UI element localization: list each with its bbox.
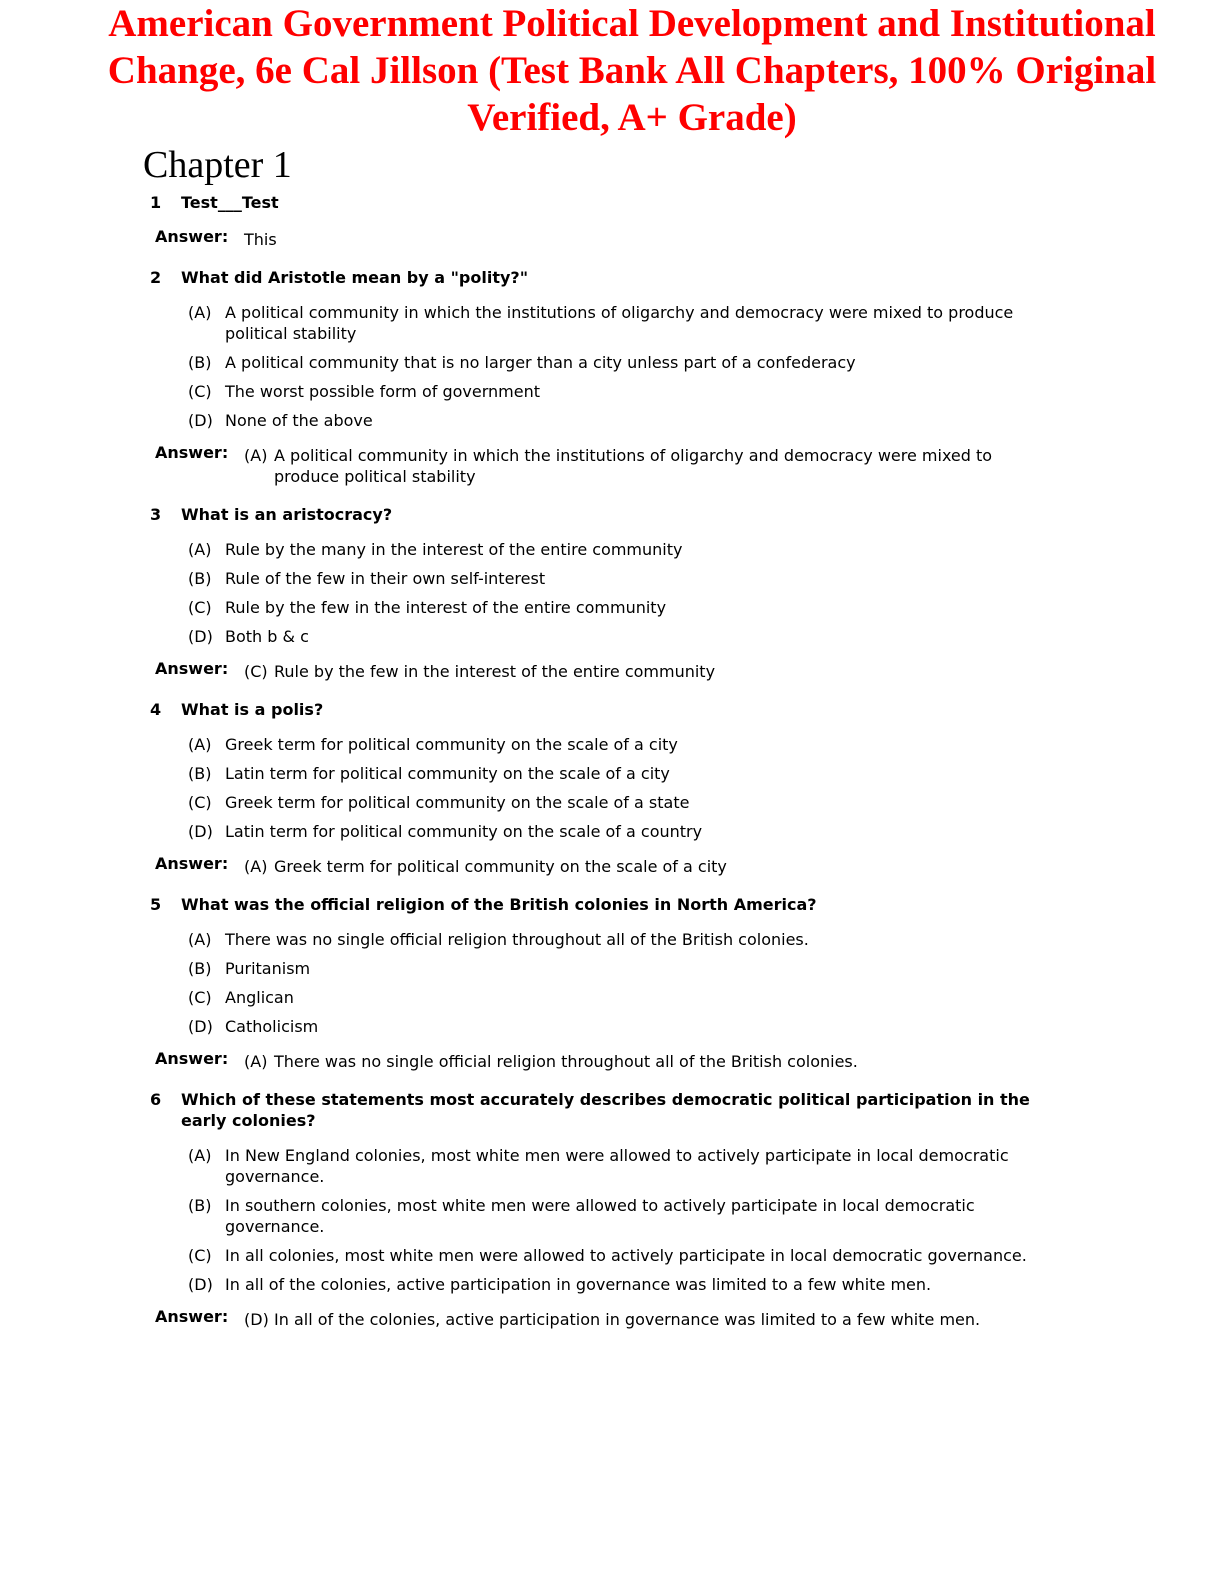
answer-label: Answer:	[155, 1307, 229, 1326]
question-number: 5	[150, 895, 162, 914]
document-title: American Government Political Development and Institutional Change, 6e Cal Jillson (Test Bank All Chapters, 100% Original Verified, A+ Grade)	[107, 2, 1157, 139]
option-c	[188, 987, 1068, 1008]
option-letter: (C)	[188, 382, 212, 401]
question-6	[0, 1089, 1224, 1330]
option-d	[188, 1274, 1068, 1295]
option-text: Puritanism	[225, 959, 311, 978]
answer-line	[155, 1051, 1055, 1072]
question-number: 1	[150, 193, 162, 212]
option-text: Catholicism	[225, 1017, 319, 1036]
question-text: What is a polis?	[181, 700, 324, 719]
option-letter: (A)	[188, 930, 212, 949]
answer-text: There was no single official religion throughout all of the British colonies.	[274, 1052, 858, 1071]
question-number: 2	[150, 268, 162, 287]
option-a	[188, 734, 1068, 755]
question-list	[0, 192, 1224, 1330]
option-letter: (D)	[188, 1017, 213, 1036]
answer-letter: (C)	[244, 662, 268, 681]
question-text: Which of these statements most accurately describes democratic political participation in the early colonies?	[181, 1090, 1030, 1130]
option-letter: (A)	[188, 1146, 212, 1165]
option-d	[188, 626, 1068, 647]
option-letter: (D)	[188, 822, 213, 841]
option-d	[188, 1016, 1068, 1037]
answer-label: Answer:	[155, 659, 229, 678]
option-b	[188, 352, 1068, 373]
option-letter: (B)	[188, 1196, 212, 1215]
option-letter: (B)	[188, 959, 212, 978]
option-letter: (D)	[188, 411, 213, 430]
option-letter: (A)	[188, 540, 212, 559]
option-letter: (B)	[188, 569, 212, 588]
answer-letter: (A)	[244, 857, 268, 876]
option-a	[188, 302, 1068, 344]
question-text: Test___Test	[181, 193, 279, 212]
chapter-heading: Chapter 1	[143, 144, 292, 186]
answer-label: Answer:	[155, 443, 229, 462]
question-number: 6	[150, 1090, 162, 1109]
option-letter: (B)	[188, 353, 212, 372]
option-letter: (C)	[188, 793, 212, 812]
option-letter: (C)	[188, 598, 212, 617]
option-letter: (A)	[188, 303, 212, 322]
answer-line	[155, 661, 1055, 682]
option-text: In all of the colonies, active participation in governance was limited to a few white men.	[225, 1275, 932, 1294]
answer-line	[155, 1309, 1055, 1330]
option-a	[188, 539, 1068, 560]
answer-label: Answer:	[155, 1049, 229, 1068]
answer-label: Answer:	[155, 854, 229, 873]
option-b	[188, 1195, 1068, 1237]
option-c	[188, 381, 1068, 402]
option-text: Greek term for political community on the scale of a city	[225, 735, 678, 754]
option-text: Rule by the few in the interest of the entire community	[225, 598, 667, 617]
option-letter: (A)	[188, 735, 212, 754]
question-2	[0, 267, 1224, 487]
option-text: Rule of the few in their own self-interest	[225, 569, 546, 588]
option-c	[188, 597, 1068, 618]
option-letter: (C)	[188, 1246, 212, 1265]
option-b	[188, 568, 1068, 589]
option-letter: (C)	[188, 988, 212, 1007]
option-letter: (B)	[188, 764, 212, 783]
option-c	[188, 1245, 1068, 1266]
answer-letter: (A)	[244, 1052, 268, 1071]
answer-text: Rule by the few in the interest of the entire community	[274, 662, 716, 681]
answer-letter: (A)	[244, 446, 268, 465]
option-text: Rule by the many in the interest of the entire community	[225, 540, 683, 559]
question-number: 4	[150, 700, 162, 719]
option-text: None of the above	[225, 411, 373, 430]
option-a	[188, 929, 1068, 950]
answer-line	[155, 229, 1055, 250]
answer-line	[155, 856, 1055, 877]
question-text: What is an aristocracy?	[181, 505, 393, 524]
option-text: Latin term for political community on the scale of a city	[225, 764, 670, 783]
answer-letter: (D)	[244, 1310, 269, 1329]
option-text: A political community that is no larger than a city unless part of a confederacy	[225, 353, 856, 372]
option-text: In all colonies, most white men were allowed to actively participate in local democratic governance.	[225, 1246, 1027, 1265]
answer-text: In all of the colonies, active participation in governance was limited to a few white men.	[274, 1310, 981, 1329]
answer-line	[155, 445, 1055, 487]
option-text: In southern colonies, most white men were allowed to actively participate in local democratic governance.	[225, 1196, 975, 1236]
option-d	[188, 821, 1068, 842]
question-3	[0, 504, 1224, 682]
answer-label: Answer:	[155, 227, 229, 246]
question-text: What was the official religion of the British colonies in North America?	[181, 895, 817, 914]
option-text: In New England colonies, most white men were allowed to actively participate in local democratic governance.	[225, 1146, 1009, 1186]
option-text: Anglican	[225, 988, 294, 1007]
question-4	[0, 699, 1224, 877]
option-letter: (D)	[188, 1275, 213, 1294]
option-b	[188, 763, 1068, 784]
option-text: Greek term for political community on the scale of a state	[225, 793, 690, 812]
option-a	[188, 1145, 1068, 1187]
option-text: There was no single official religion throughout all of the British colonies.	[225, 930, 809, 949]
option-b	[188, 958, 1068, 979]
answer-text: Greek term for political community on the scale of a city	[274, 857, 727, 876]
question-1	[0, 192, 1224, 250]
option-text: The worst possible form of government	[225, 382, 541, 401]
option-letter: (D)	[188, 627, 213, 646]
option-text: Both b & c	[225, 627, 309, 646]
question-5	[0, 894, 1224, 1072]
answer-text: This	[244, 230, 277, 249]
answer-text: A political community in which the institutions of oligarchy and democracy were mixed to produce political stability	[274, 446, 993, 486]
option-text: A political community in which the institutions of oligarchy and democracy were mixed to produce political stability	[225, 303, 1014, 343]
option-text: Latin term for political community on the scale of a country	[225, 822, 703, 841]
question-text: What did Aristotle mean by a "polity?"	[181, 268, 529, 287]
question-number: 3	[150, 505, 162, 524]
option-d	[188, 410, 1068, 431]
option-c	[188, 792, 1068, 813]
